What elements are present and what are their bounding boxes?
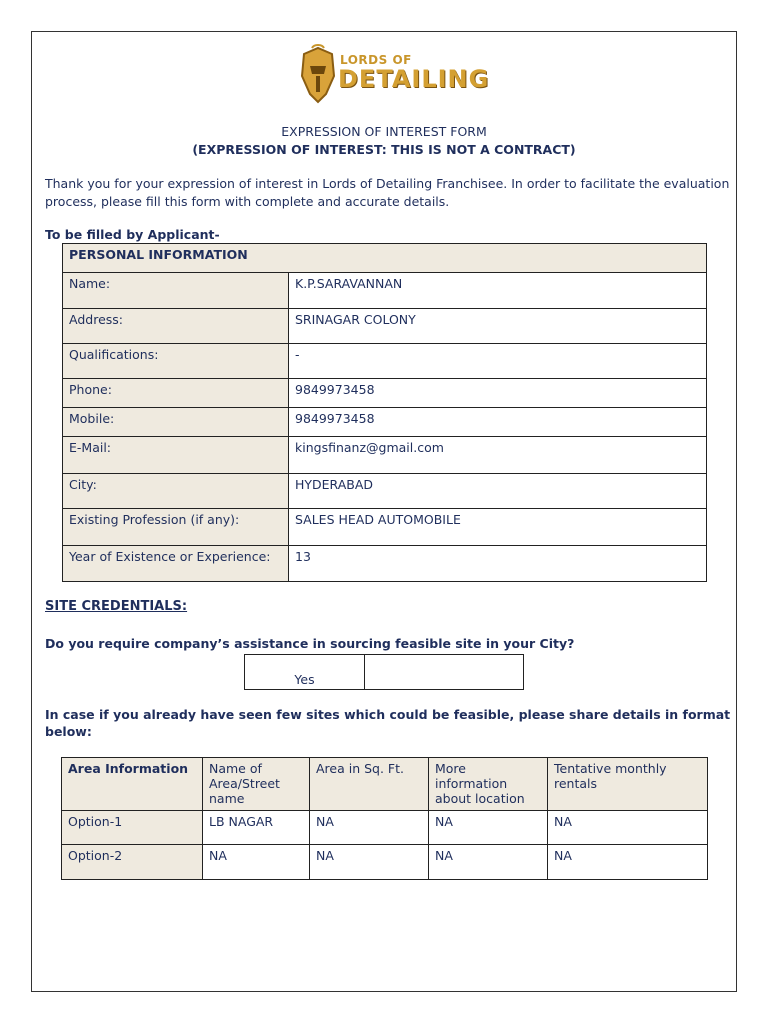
form-subtitle: (EXPRESSION OF INTEREST: THIS IS NOT A CONTRACT) (192, 142, 576, 157)
option-label: Option-2 (62, 845, 203, 880)
field-label: Name: (63, 273, 289, 309)
intro-paragraph: Thank you for your expression of interest in Lords of Detailing Franchisee. In order to facilitate the evaluation process, please fill this form with complete and accurate details. (45, 176, 730, 209)
field-label: Phone: (63, 379, 289, 408)
logo-text-main: DETAILING (338, 65, 490, 93)
field-label: Qualifications: (63, 344, 289, 379)
applicant-label: To be filled by Applicant- (45, 227, 220, 242)
field-value-email: kingsfinanz@gmail.com (289, 437, 707, 474)
table-cell: NA (429, 811, 548, 845)
table-cell: NA (310, 811, 429, 845)
field-label: City: (63, 474, 289, 509)
table-row (63, 344, 707, 379)
table-row (63, 408, 707, 437)
table-row (63, 309, 707, 344)
field-label: Mobile: (63, 408, 289, 437)
table-row (63, 437, 707, 474)
table-row (63, 273, 707, 309)
site-assistance-answer-extra (365, 655, 524, 690)
field-label: Year of Existence or Experience: (63, 546, 289, 582)
field-label: E-Mail: (63, 437, 289, 474)
table-cell: LB NAGAR (203, 811, 310, 845)
field-value-profession: SALES HEAD AUTOMOBILE (289, 509, 707, 546)
field-label: Address: (63, 309, 289, 344)
column-header-rentals: Tentative monthly rentals (548, 758, 708, 811)
table-cell: NA (310, 845, 429, 880)
site-assistance-question: Do you require company’s assistance in sourcing feasible site in your City? (45, 636, 575, 651)
field-value-qualifications: - (289, 344, 707, 379)
personal-info-table (62, 243, 707, 582)
knight-helmet-icon (296, 44, 340, 104)
table-row (245, 655, 524, 690)
field-value-city: HYDERABAD (289, 474, 707, 509)
table-row (63, 546, 707, 582)
site-assistance-answer-table (244, 654, 524, 690)
column-header-area-information: Area Information (62, 758, 203, 811)
table-row (63, 509, 707, 546)
field-value-experience: 13 (289, 546, 707, 582)
table-row (63, 474, 707, 509)
column-header-area-name: Name of Area/Street name (203, 758, 310, 811)
table-cell: NA (548, 845, 708, 880)
form-title: EXPRESSION OF INTEREST FORM (281, 124, 487, 139)
area-information-table (61, 757, 708, 880)
area-header-row (62, 758, 708, 811)
column-header-area-sqft: Area in Sq. Ft. (310, 758, 429, 811)
table-row (63, 379, 707, 408)
site-credentials-title: SITE CREDENTIALS: (45, 599, 188, 614)
personal-info-heading: PERSONAL INFORMATION (63, 244, 707, 273)
field-value-mobile: 9849973458 (289, 408, 707, 437)
field-value-phone: 9849973458 (289, 379, 707, 408)
company-logo (296, 44, 490, 108)
site-assistance-answer: Yes (245, 655, 365, 690)
option-label: Option-1 (62, 811, 203, 845)
table-row (62, 845, 708, 880)
table-cell: NA (203, 845, 310, 880)
column-header-location-info: More information about location (429, 758, 548, 811)
field-value-address: SRINAGAR COLONY (289, 309, 707, 344)
table-cell: NA (548, 811, 708, 845)
site-details-question: In case if you already have seen few sites which could be feasible, please share details in format below: (45, 707, 731, 739)
table-cell: NA (429, 845, 548, 880)
field-label: Existing Profession (if any): (63, 509, 289, 546)
field-value-name: K.P.SARAVANNAN (289, 273, 707, 309)
personal-info-heading-row (63, 244, 707, 273)
table-row (62, 811, 708, 845)
logo-text-top: LORDS OF (340, 53, 412, 67)
